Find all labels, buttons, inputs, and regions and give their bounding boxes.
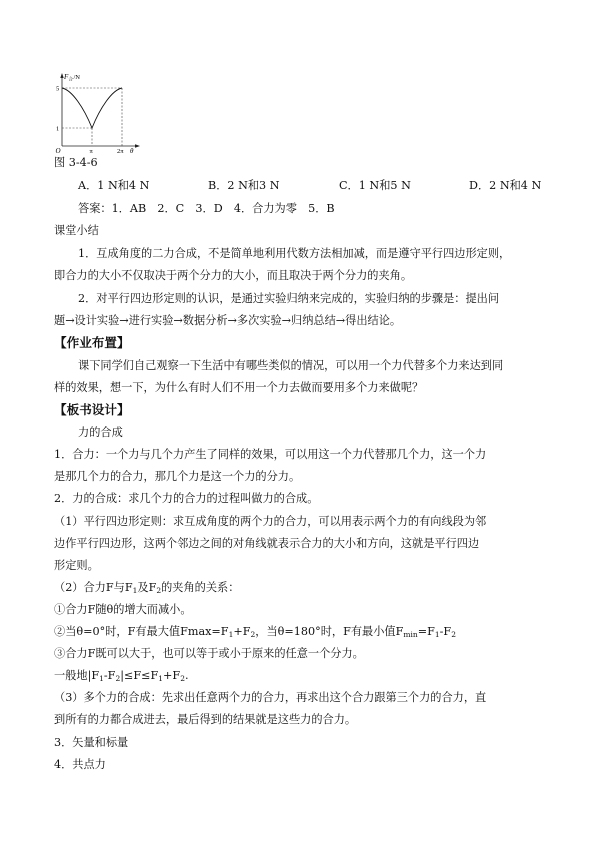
board-general-inequality: 一般地$|F_1-F_2|\le F\le F_1+F_2$. (54, 669, 189, 683)
homework-heading: 【作业布置】 (54, 335, 130, 350)
board-case3: ③合力F既可以大于，也可以等于或小于原来的任意一个分力。 (54, 647, 364, 660)
board-item3: 3．矢量和标量 (54, 736, 129, 749)
board-item4: 4．共点力 (54, 758, 106, 771)
homework-line1: 课下同学们自己观察一下生活中有哪些类似的情况，可以用一个力代替多个力来达到同 (78, 359, 504, 372)
summary-heading: 课堂小结 (54, 224, 99, 237)
x-axis-arrow (135, 144, 140, 147)
origin-label: O (55, 147, 61, 154)
board-item1-line2: 是那几个力的合力，那几个力是这一个力的分力。 (54, 470, 301, 483)
resultant-force-curve (62, 88, 122, 128)
x-tick-2pi: 2π (117, 148, 124, 154)
x-tick-pi: π (89, 148, 93, 154)
board-item2: 2．力的合成：求几个力的合力的过程叫做力的合成。 (54, 492, 319, 505)
board-case1: ①合力F随θ的增大而减小。 (54, 603, 192, 616)
option-a: A．1 N和4 N (78, 179, 150, 192)
board-heading: 【板书设计】 (54, 402, 130, 417)
y-tick-5: 5 (56, 85, 60, 93)
option-b: B．2 N和3 N (208, 179, 280, 192)
board-item1-line1: 1．合力：一个力与几个力产生了同样的效果，可以用这一个力代替那几个力，这一个力 (54, 448, 487, 461)
summary-p2-line2: 题→设计实验→进行实验→数据分析→多次实验→归纳总结→得出结论。 (54, 314, 402, 327)
homework-line2: 样的效果，想一下，为什么有时人们不用一个力去做而要用多个力来做呢？ (54, 381, 424, 394)
board-sub3-line2: 到所有的力都合成进去，最后得到的结果就是这些力的合力。 (54, 713, 357, 726)
board-case2: ②当θ=0°时，F有最大值$Fmax=F_1+F_2$，当θ=180°时，F有最小值$F_{min}=F_1-F_2$ (54, 625, 456, 639)
board-sub2: （2）合力F与$F_1$及$F_2$的夹角的关系： (54, 581, 240, 595)
y-axis-label-f: F (64, 73, 69, 81)
board-sub1-line3: 形定则。 (54, 559, 99, 572)
summary-p1-line2: 即合力的大小不仅取决于两个分力的大小，而且取决于两个分力的夹角。 (54, 269, 413, 282)
board-sub1-line2: 边作平行四边形，这两个邻边之间的对角线就表示合力的大小和方向，这就是平行四边 (54, 537, 480, 550)
board-sub1-line1: （1）平行四边形定则：求互成角度的两个力的合力，可以用表示两个力的有向线段为邻 (54, 515, 487, 528)
board-title: 力的合成 (78, 426, 123, 439)
summary-p2-line1: 2．对平行四边形定则的认识，是通过实验归纳来完成的，实验归纳的步骤是：提出问 (78, 292, 500, 305)
x-axis-label-theta: θ (130, 147, 134, 154)
board-sub3-line1: （3）多个力的合成：先求出任意两个力的合力，再求出这个合力跟第三个力的合力，直 (54, 691, 487, 704)
option-c: C．1 N和5 N (339, 179, 411, 192)
y-axis-label-unit: /N (73, 74, 80, 81)
figure-caption: 图 3-4-6 (54, 156, 98, 169)
summary-p1-line1: 1．互成角度的二力合成，不是简单地利用代数方法相加减，而是遵守平行四边形定则， (78, 247, 511, 260)
force-angle-graph (54, 70, 144, 154)
option-d: D．2 N和4 N (469, 179, 542, 192)
answer-line: 答案：1．AB 2．C 3．D 4．合力为零 5．B (78, 202, 335, 215)
y-tick-1: 1 (56, 125, 60, 133)
y-axis-label-sub: 合 (68, 76, 73, 82)
